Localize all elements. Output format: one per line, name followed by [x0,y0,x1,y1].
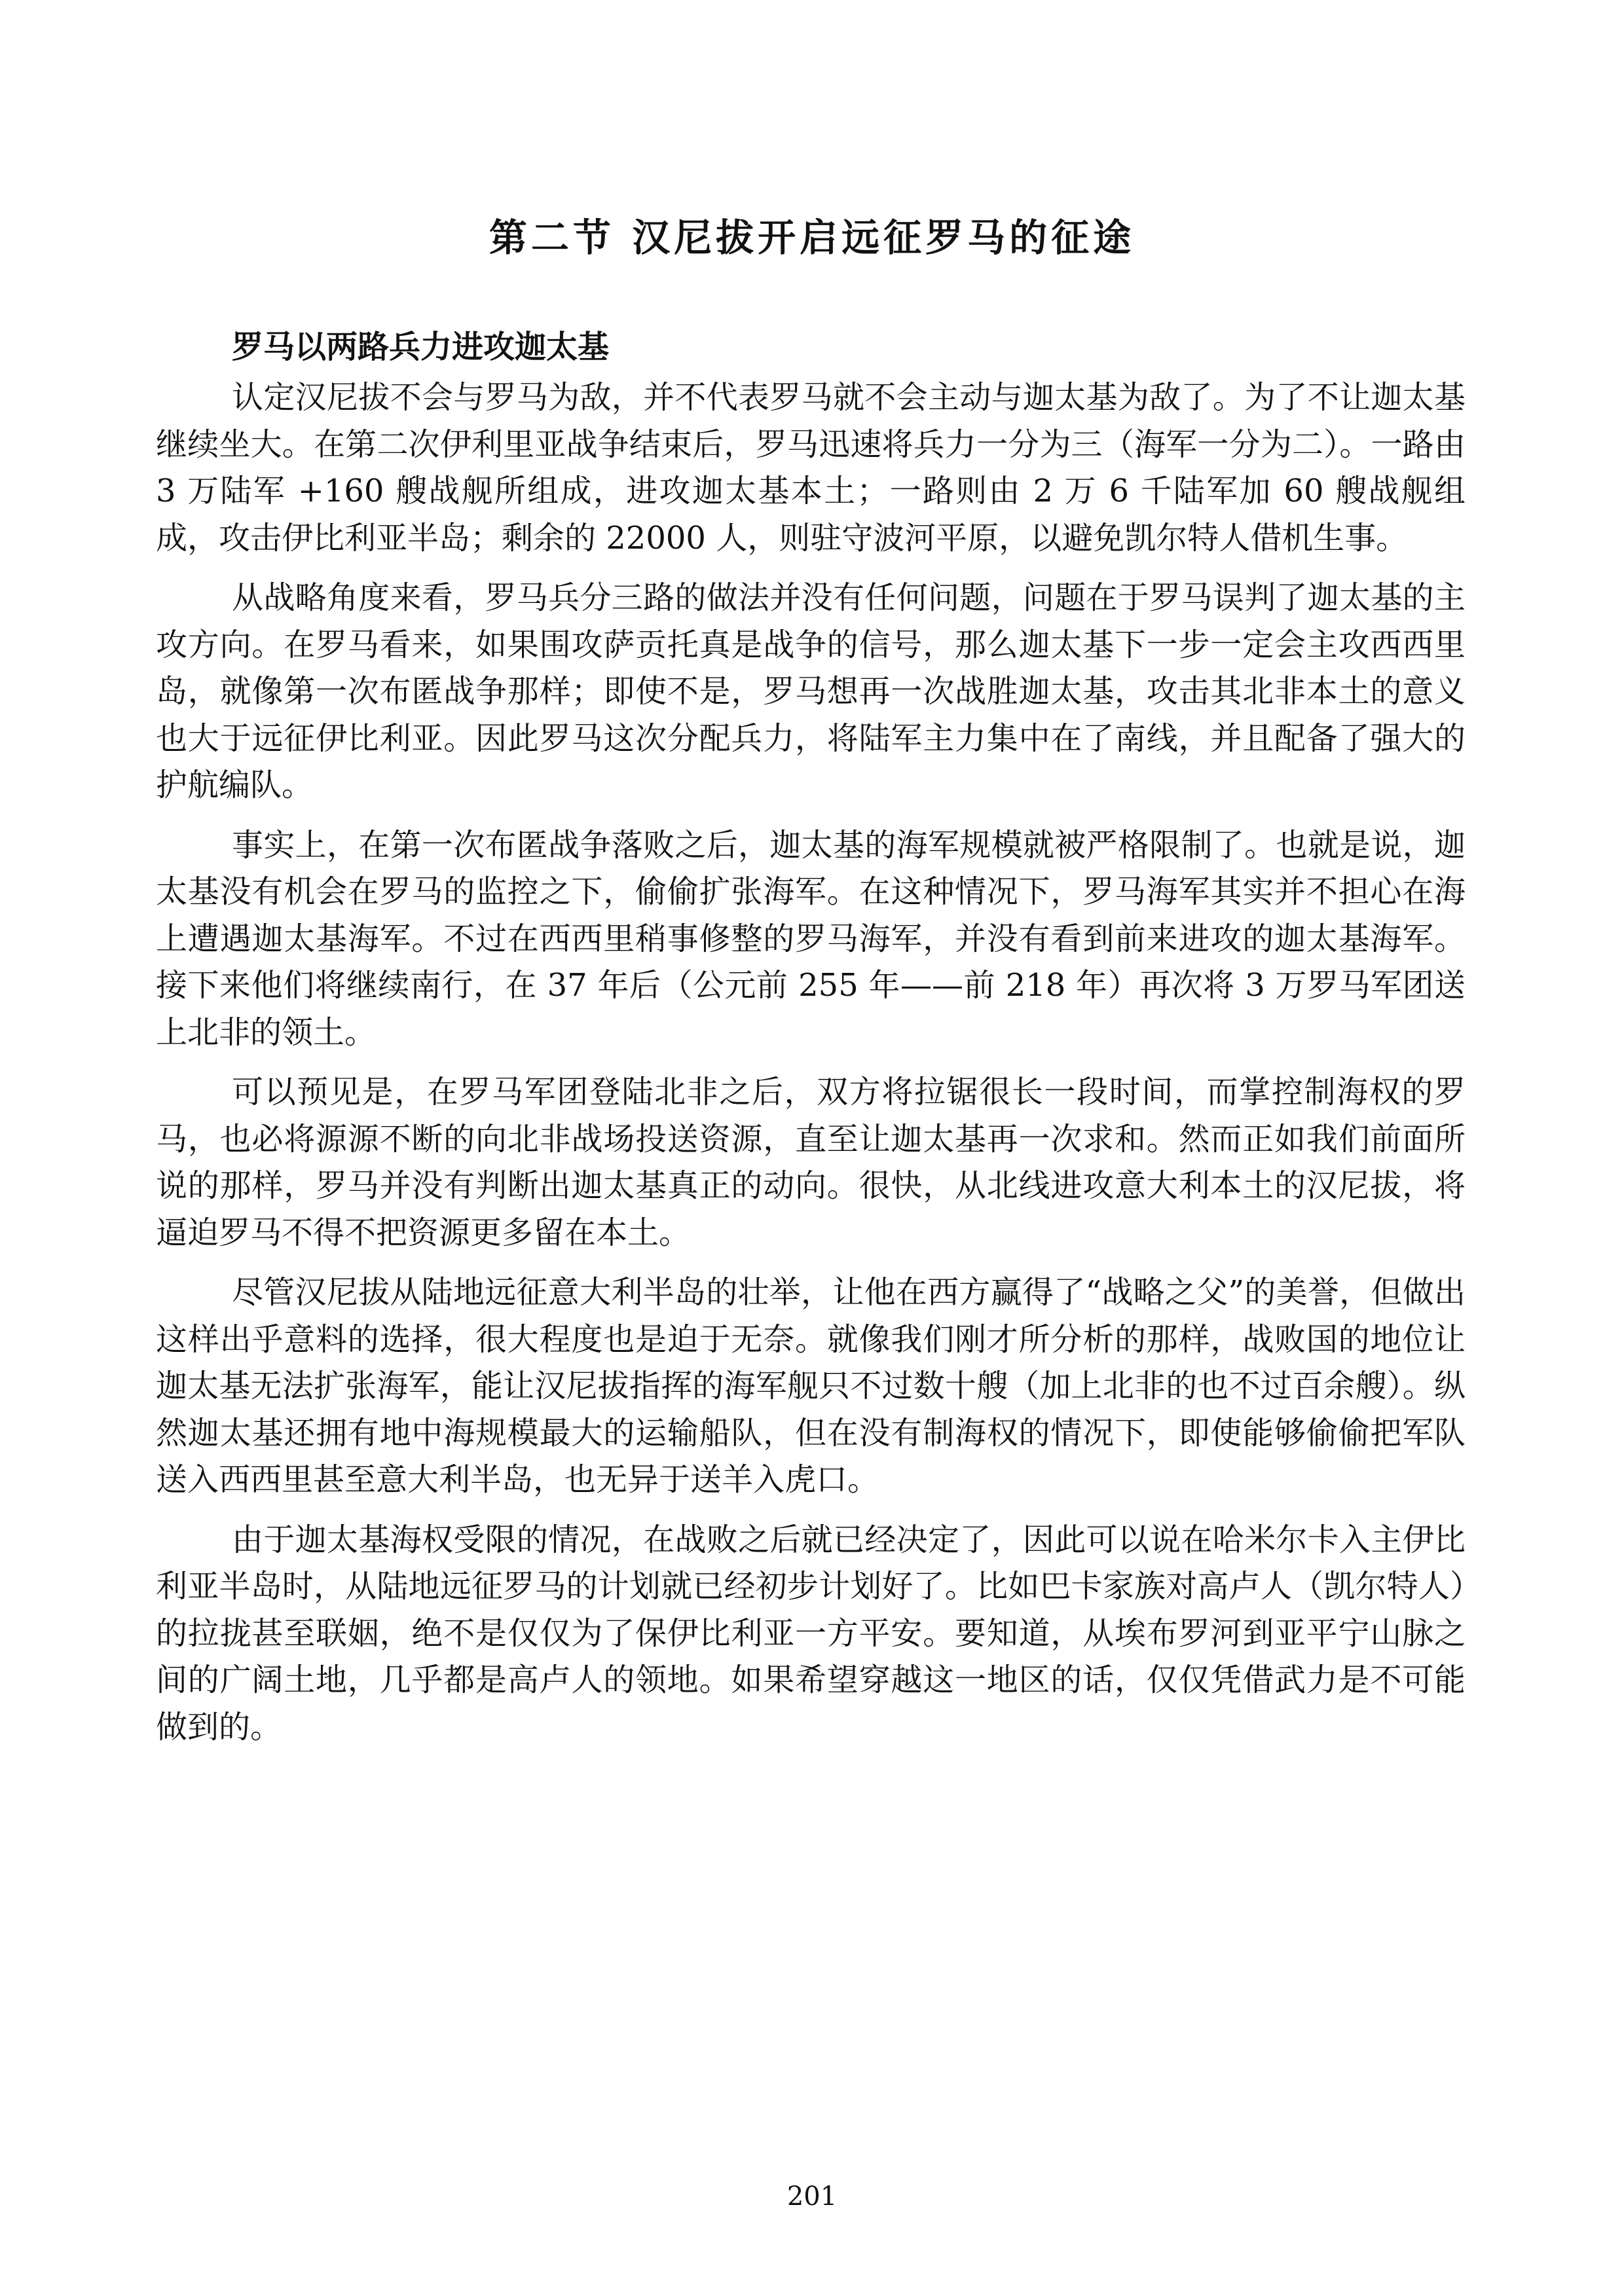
section-title: 第二节 汉尼拔开启远征罗马的征途 [489,215,1135,260]
paragraph: 认定汉尼拔不会与罗马为敌，并不代表罗马就不会主动与迦太基为敌了。为了不让迦太基继续坐大。在第二次伊利里亚战争结束后，罗马迅速将兵力一分为三（海军一分为二）。一路由 3 万陆军 +160 艘战舰所组成，进攻迦太基本土；一路则由 2 万 6 千陆军加 60 艘战舰组成，攻击伊比利亚半岛；剩余的 22000 人，则驻守波河平原，以避免凯尔特人借机生事。 [156,379,1466,556]
paragraph: 可以预见是，在罗马军团登陆北非之后，双方将拉锯很长一段时间，而掌控制海权的罗马，也必将源源不断的向北非战场投送资源，直至让迦太基再一次求和。然而正如我们前面所说的那样，罗马并没有判断出迦太基真正的动向。很快，从北线进攻意大利本土的汉尼拔，将逼迫罗马不得不把资源更多留在本土。 [156,1074,1466,1251]
subheading: 罗马以两路兵力进攻迦太基 [232,329,610,365]
page-number: 201 [786,2181,838,2212]
paragraph: 尽管汉尼拔从陆地远征意大利半岛的壮举，让他在西方赢得了“战略之父”的美誉，但做出这样出乎意料的选择，很大程度也是迫于无奈。就像我们刚才所分析的那样，战败国的地位让迦太基无法扩张海军，能让汉尼拔指挥的海军舰只不过数十艘（加上北非的也不过百余艘）。纵然迦太基还拥有地中海规模最大的运输船队，但在没有制海权的情况下，即使能够偷偷把军队送入西西里甚至意大利半岛，也无异于送羊入虎口。 [156,1274,1466,1498]
paragraph: 事实上，在第一次布匿战争落败之后，迦太基的海军规模就被严格限制了。也就是说，迦太基没有机会在罗马的监控之下，偷偷扩张海军。在这种情况下，罗马海军其实并不担心在海上遭遇迦太基海军。不过在西西里稍事修整的罗马海军，并没有看到前来进攻的迦太基海军。接下来他们将继续南行，在 37 年后（公元前 255 年——前 218 年）再次将 3 万罗马军团送上北非的领土。 [156,826,1466,1051]
body-text [156,374,1466,1764]
paragraph: 由于迦太基海权受限的情况，在战败之后就已经决定了，因此可以说在哈米尔卡入主伊比利亚半岛时，从陆地远征罗马的计划就已经初步计划好了。比如巴卡家族对高卢人（凯尔特人）的拉拢甚至联姻，绝不是仅仅为了保伊比利亚一方平安。要知道，从埃布罗河到亚平宁山脉之间的广阔土地，几乎都是高卢人的领地。如果希望穿越这一地区的话，仅仅凭借武力是不可能做到的。 [156,1521,1466,1745]
paragraph: 从战略角度来看，罗马兵分三路的做法并没有任何问题，问题在于罗马误判了迦太基的主攻方向。在罗马看来，如果围攻萨贡托真是战争的信号，那么迦太基下一步一定会主攻西西里岛，就像第一次布匿战争那样；即使不是，罗马想再一次战胜迦太基，攻击其北非本土的意义也大于远征伊比利亚。因此罗马这次分配兵力，将陆军主力集中在了南线，并且配备了强大的护航编队。 [156,579,1466,803]
